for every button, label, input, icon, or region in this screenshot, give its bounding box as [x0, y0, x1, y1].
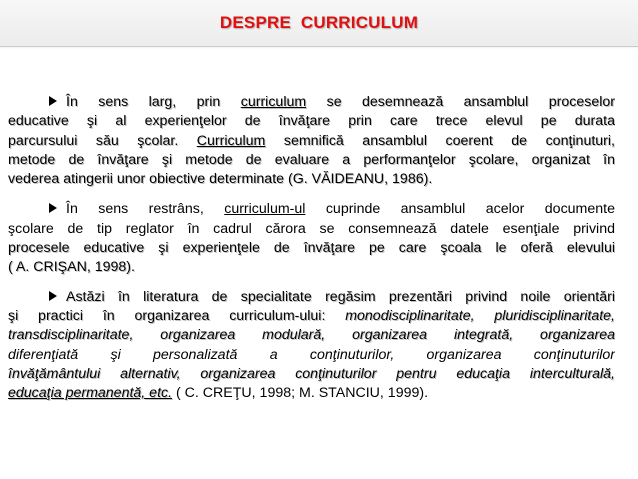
paragraph-line — [8, 288, 615, 307]
paragraph-line: procesele educative şi experienţele de învăţare pe care şcoala le oferă elevului — [8, 240, 615, 257]
paragraph-line: ( A. CRIŞAN, 1998). — [8, 259, 135, 276]
slide-title: DESPRE CURRICULUM — [219, 13, 419, 32]
term-curriculum: curriculum — [240, 94, 307, 110]
paragraph-line — [8, 384, 615, 403]
paragraph-line — [8, 200, 615, 219]
paragraph-line: transdisciplinaritate, organizarea modulară, organizarea integrată, organizarea — [8, 327, 615, 344]
text-run: parcursului său şcolar. — [8, 132, 197, 149]
text-run-italic: educaţia permanentă, etc. — [8, 385, 173, 402]
paragraph-line: metode de învăţare şi metode de evaluare a performanţelor şcolare, organizat în — [8, 151, 615, 168]
paragraph-line — [8, 93, 615, 112]
text-run: semnifică ansamblul coerent de conţinuturi, — [265, 132, 615, 149]
paragraph-line — [8, 307, 615, 326]
text-run-italic: monodisciplinaritate, pluridisciplinaritate, — [345, 307, 615, 324]
paragraph-new-orientations — [8, 288, 615, 404]
arrow-bullet-icon — [49, 291, 57, 301]
citation-text: ( C. CREŢU, 1998; M. STANCIU, 1999). — [172, 385, 429, 402]
paragraph-line: învăţământului alternativ, organizarea conţinuturilor pentru educaţia interculturală, — [8, 365, 615, 382]
paragraph-line: educative şi al experienţelor de învăţare prin care trece elevul pe durata — [8, 113, 615, 130]
paragraph-narrow-sense — [8, 200, 615, 277]
slide-content — [8, 93, 615, 403]
paragraph-broad-sense — [8, 93, 615, 189]
term-curriculum-ul: curriculum-ul — [224, 201, 306, 218]
paragraph-line: diferenţiată şi personalizată a conţinuturilor, organizarea conţinuturilor — [8, 346, 615, 363]
paragraph-line — [8, 132, 615, 151]
term-curriculum: Curriculum — [196, 132, 266, 149]
paragraph-line: vederea atingerii unor obiective determinate (G. VĂIDEANU, 1986). — [8, 171, 433, 188]
text-run: şi practici în organizarea curriculum-ului: — [8, 307, 346, 324]
arrow-bullet-icon — [49, 96, 57, 106]
text-run: În sens larg, prin — [66, 94, 241, 110]
text-run: În sens restrâns, — [66, 201, 225, 218]
text-run: se desemnează ansamblul proceselor — [306, 94, 615, 110]
text-run: cuprinde ansamblul acelor documente — [305, 201, 615, 218]
text-run: Astăzi în literatura de specialitate regăsim prezentări privind noile orientări — [66, 288, 615, 305]
arrow-bullet-icon — [49, 203, 57, 213]
paragraph-line: şcolare de tip reglator în cadrul cărora se consemnează datele esenţiale privind — [8, 220, 615, 237]
title-bar — [0, 0, 638, 47]
